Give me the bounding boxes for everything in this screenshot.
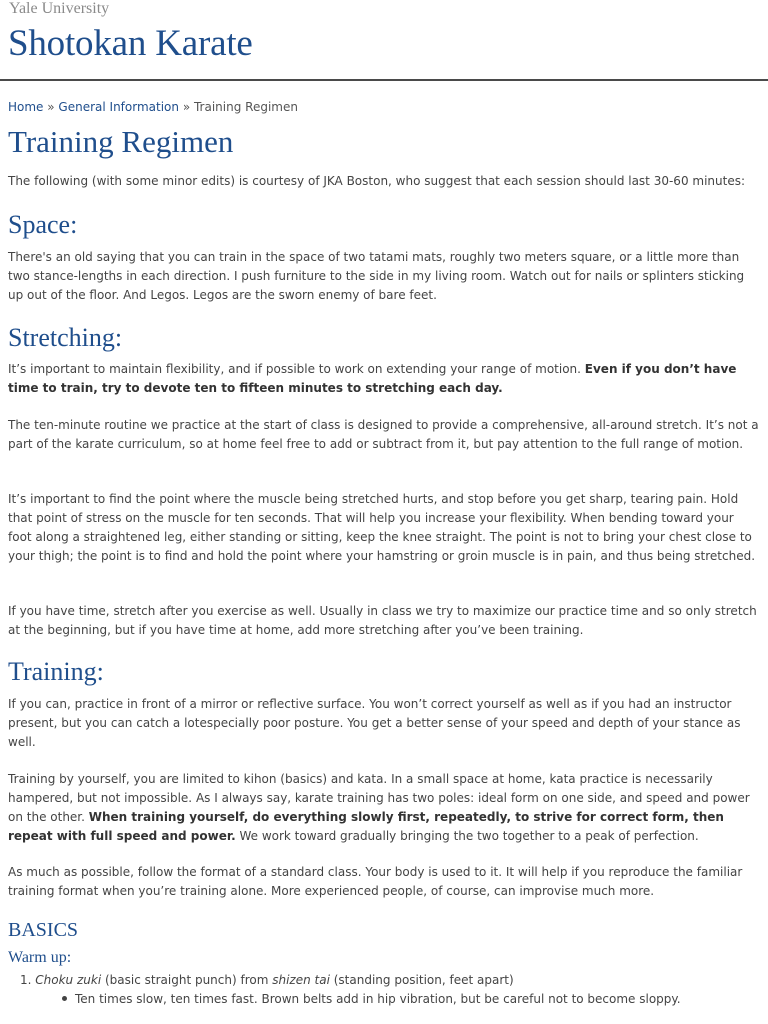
warmup-heading: Warm up: (8, 949, 72, 966)
list-item-text: (basic straight punch) from (101, 973, 273, 987)
stretching-paragraph-2: The ten-minute routine we practice at the start of class is designed to provide a comprehensive, all-around stretch. It’s not a part of the karate curriculum, so at home feel free to add or subtract from it, but pay attention to the full range of motion. (8, 418, 759, 451)
breadcrumb (8, 100, 298, 114)
training-paragraph-2 (8, 770, 760, 846)
training-p2-emphasis: When training yourself, do everything slowly first, repeatedly, to strive for correct form, then repeat with full speed and power. (8, 810, 724, 843)
university-name[interactable]: Yale University (9, 0, 110, 17)
breadcrumb-general-link[interactable]: General Information (58, 100, 179, 114)
stretching-p1-emphasis: Even if you don’t have time to train, try to devote ten to fifteen minutes to stretching each day. (8, 362, 737, 395)
site-title[interactable]: Shotokan Karate (8, 23, 253, 64)
section-heading-basics: BASICS (8, 919, 79, 941)
section-heading-training: Training: (8, 657, 104, 686)
stretching-paragraph-1 (8, 360, 760, 398)
bullet-text: Ten times slow, ten times fast. Brown belts add in hip vibration, but be careful not to become sloppy. (75, 992, 681, 1006)
space-paragraph: There's an old saying that you can train in the space of two tatami mats, roughly two meters square, or a little more than two stance-lengths in each direction. I push furniture to the side in my living room. Watch out for nails or splinters sticking up out of the floor. And Legos. Legos are the sworn enemy of bare feet. (8, 250, 745, 302)
header-divider (0, 79, 768, 81)
list-item (20, 971, 514, 990)
breadcrumb-separator: » (179, 100, 194, 114)
breadcrumb-home-link[interactable]: Home (8, 100, 44, 114)
term-shizen-tai: shizen tai (272, 973, 330, 987)
term-choku-zuki: Choku zuki (35, 973, 102, 987)
page-title: Training Regimen (8, 124, 234, 159)
bullet-icon (62, 996, 67, 1001)
stretching-p1-text: It’s important to maintain flexibility, and if possible to work on extending your range of motion. (8, 362, 585, 376)
list-number: 1. (20, 973, 32, 987)
breadcrumb-separator: » (43, 100, 59, 114)
list-item-text: (standing position, feet apart) (329, 973, 514, 987)
stretching-paragraph-4: If you have time, stretch after you exercise as well. Usually in class we try to maximize our practice time and so only stretch at the beginning, but if you have time at home, add more stretching after you’ve been training. (8, 604, 757, 637)
stretching-paragraph-3: It’s important to find the point where the muscle being stretched hurts, and stop before you get sharp, tearing pain. Hold that point of stress on the muscle for ten seconds. That will help you increase your flexibility. When bending toward your foot along a straightened leg, either standing or sitting, keep the knee straight. The point is not to bring your chest close to your thigh; the point is to find and hold the point where your hamstring or groin muscle is in pain, and thus being stretched. (8, 492, 756, 563)
training-paragraph-1: If you can, practice in front of a mirror or reflective surface. You won’t correct yourself as well as if you had an instructor present, but you can catch a lotespecially poor posture. You get a better sense of your speed and depth of your stance as well. (8, 697, 741, 749)
section-heading-space: Space: (8, 210, 78, 239)
training-p2-text: Training by yourself, you are limited to kihon (basics) and kata. In a small space at home, kata practice is necessarily hampered, but not impossible. As I always say, karate training has two poles: ideal form on one side, and speed and power on the other. (8, 772, 750, 824)
training-paragraph-3: As much as possible, follow the format of a standard class. Your body is used to it. It will help if you reproduce the familiar training format when you’re training alone. More experienced people, of course, can improvise much more. (8, 865, 743, 898)
site-header (0, 0, 768, 82)
list-item (62, 990, 681, 1009)
section-heading-stretching: Stretching: (8, 323, 123, 352)
training-p2-tail: We work toward gradually bringing the two together to a peak of perfection. (235, 829, 699, 843)
intro-text: The following (with some minor edits) is courtesy of JKA Boston, who suggest that each session should last 30-60 minutes: (8, 174, 746, 188)
breadcrumb-current: Training Regimen (193, 100, 298, 114)
